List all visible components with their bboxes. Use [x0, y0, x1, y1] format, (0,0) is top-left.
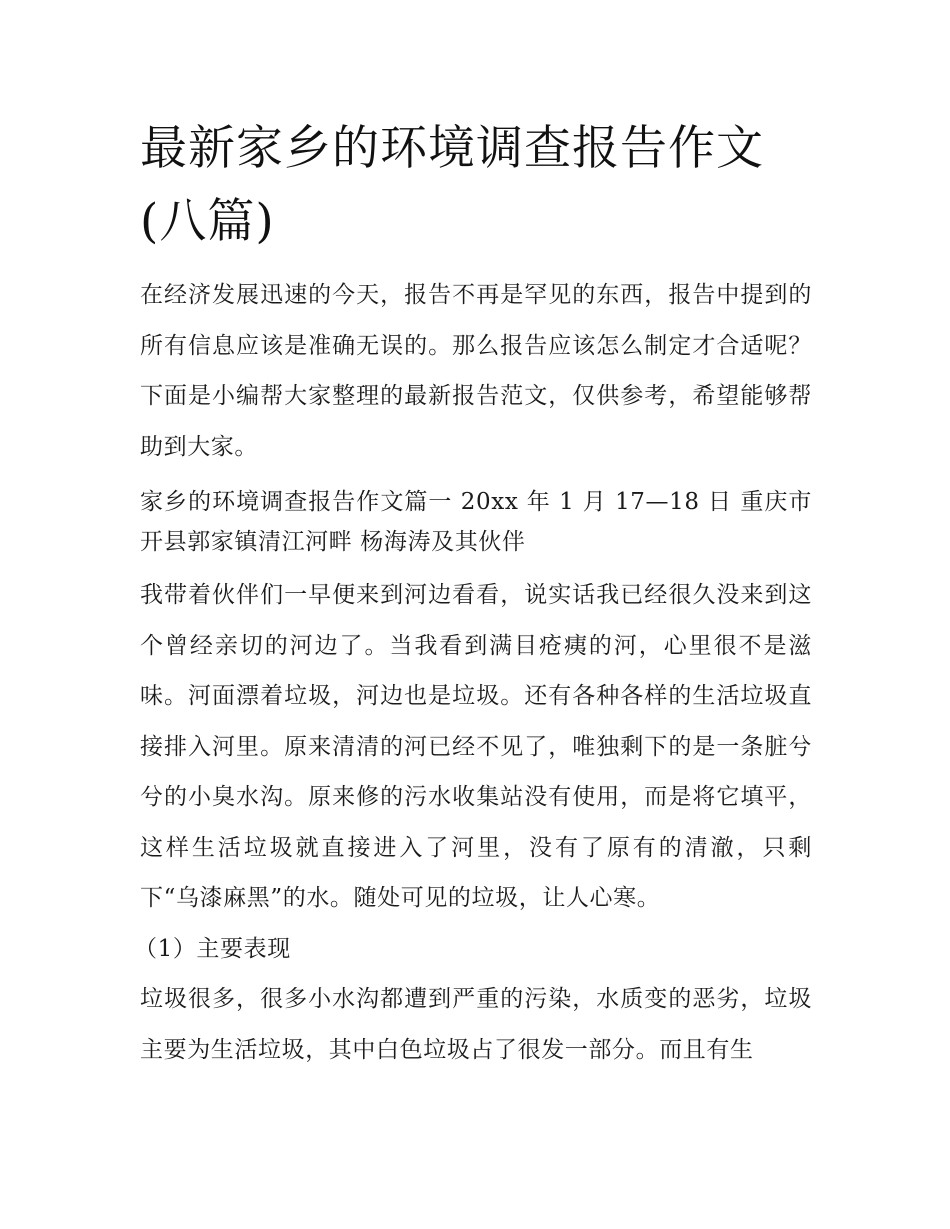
document-content [134, 112, 812, 1075]
body-paragraph: 垃圾很多，很多小水沟都遭到严重的污染，水质变的恶劣，垃圾主要为生活垃圾，其中白色垃圾占了很发一部分。而且有生 [140, 986, 812, 1063]
intro-paragraph: 在经济发展迅速的今天，报告不再是罕见的东西，报告中提到的所有信息应该是准确无误的。那么报告应该怎么制定才合适呢？下面是小编帮大家整理的最新报告范文，仅供参考，希望能够帮助到大家。 [140, 282, 812, 460]
document-title: 最新家乡的环境调查报告作文(八篇) [140, 121, 764, 249]
subheading: （1）主要表现 [134, 935, 291, 962]
body-paragraph: 我带着伙伴们一早便来到河边看看，说实话我已经很久没来到这个曾经亲切的河边了。当我看到满目疮痍的河，心里很不是滋味。河面漂着垃圾，河边也是垃圾。还有各种各样的生活垃圾直接排入河里。原来清清的河已经不见了，唯独剩下的是一条脏兮兮的小臭水沟。原来修的污水收集站没有使用，而是将它填平，这样生活垃圾就直接进入了河里，没有了原有的清澈，只剩下“乌漆麻黑”的水。随处可见的垃圾，让人心寒。 [140, 582, 812, 911]
section-header: 家乡的环境调查报告作文篇一 20xx 年 1 月 17—18 日 重庆市开县郭家镇清江河畔 杨海涛及其伙伴 [140, 489, 812, 555]
